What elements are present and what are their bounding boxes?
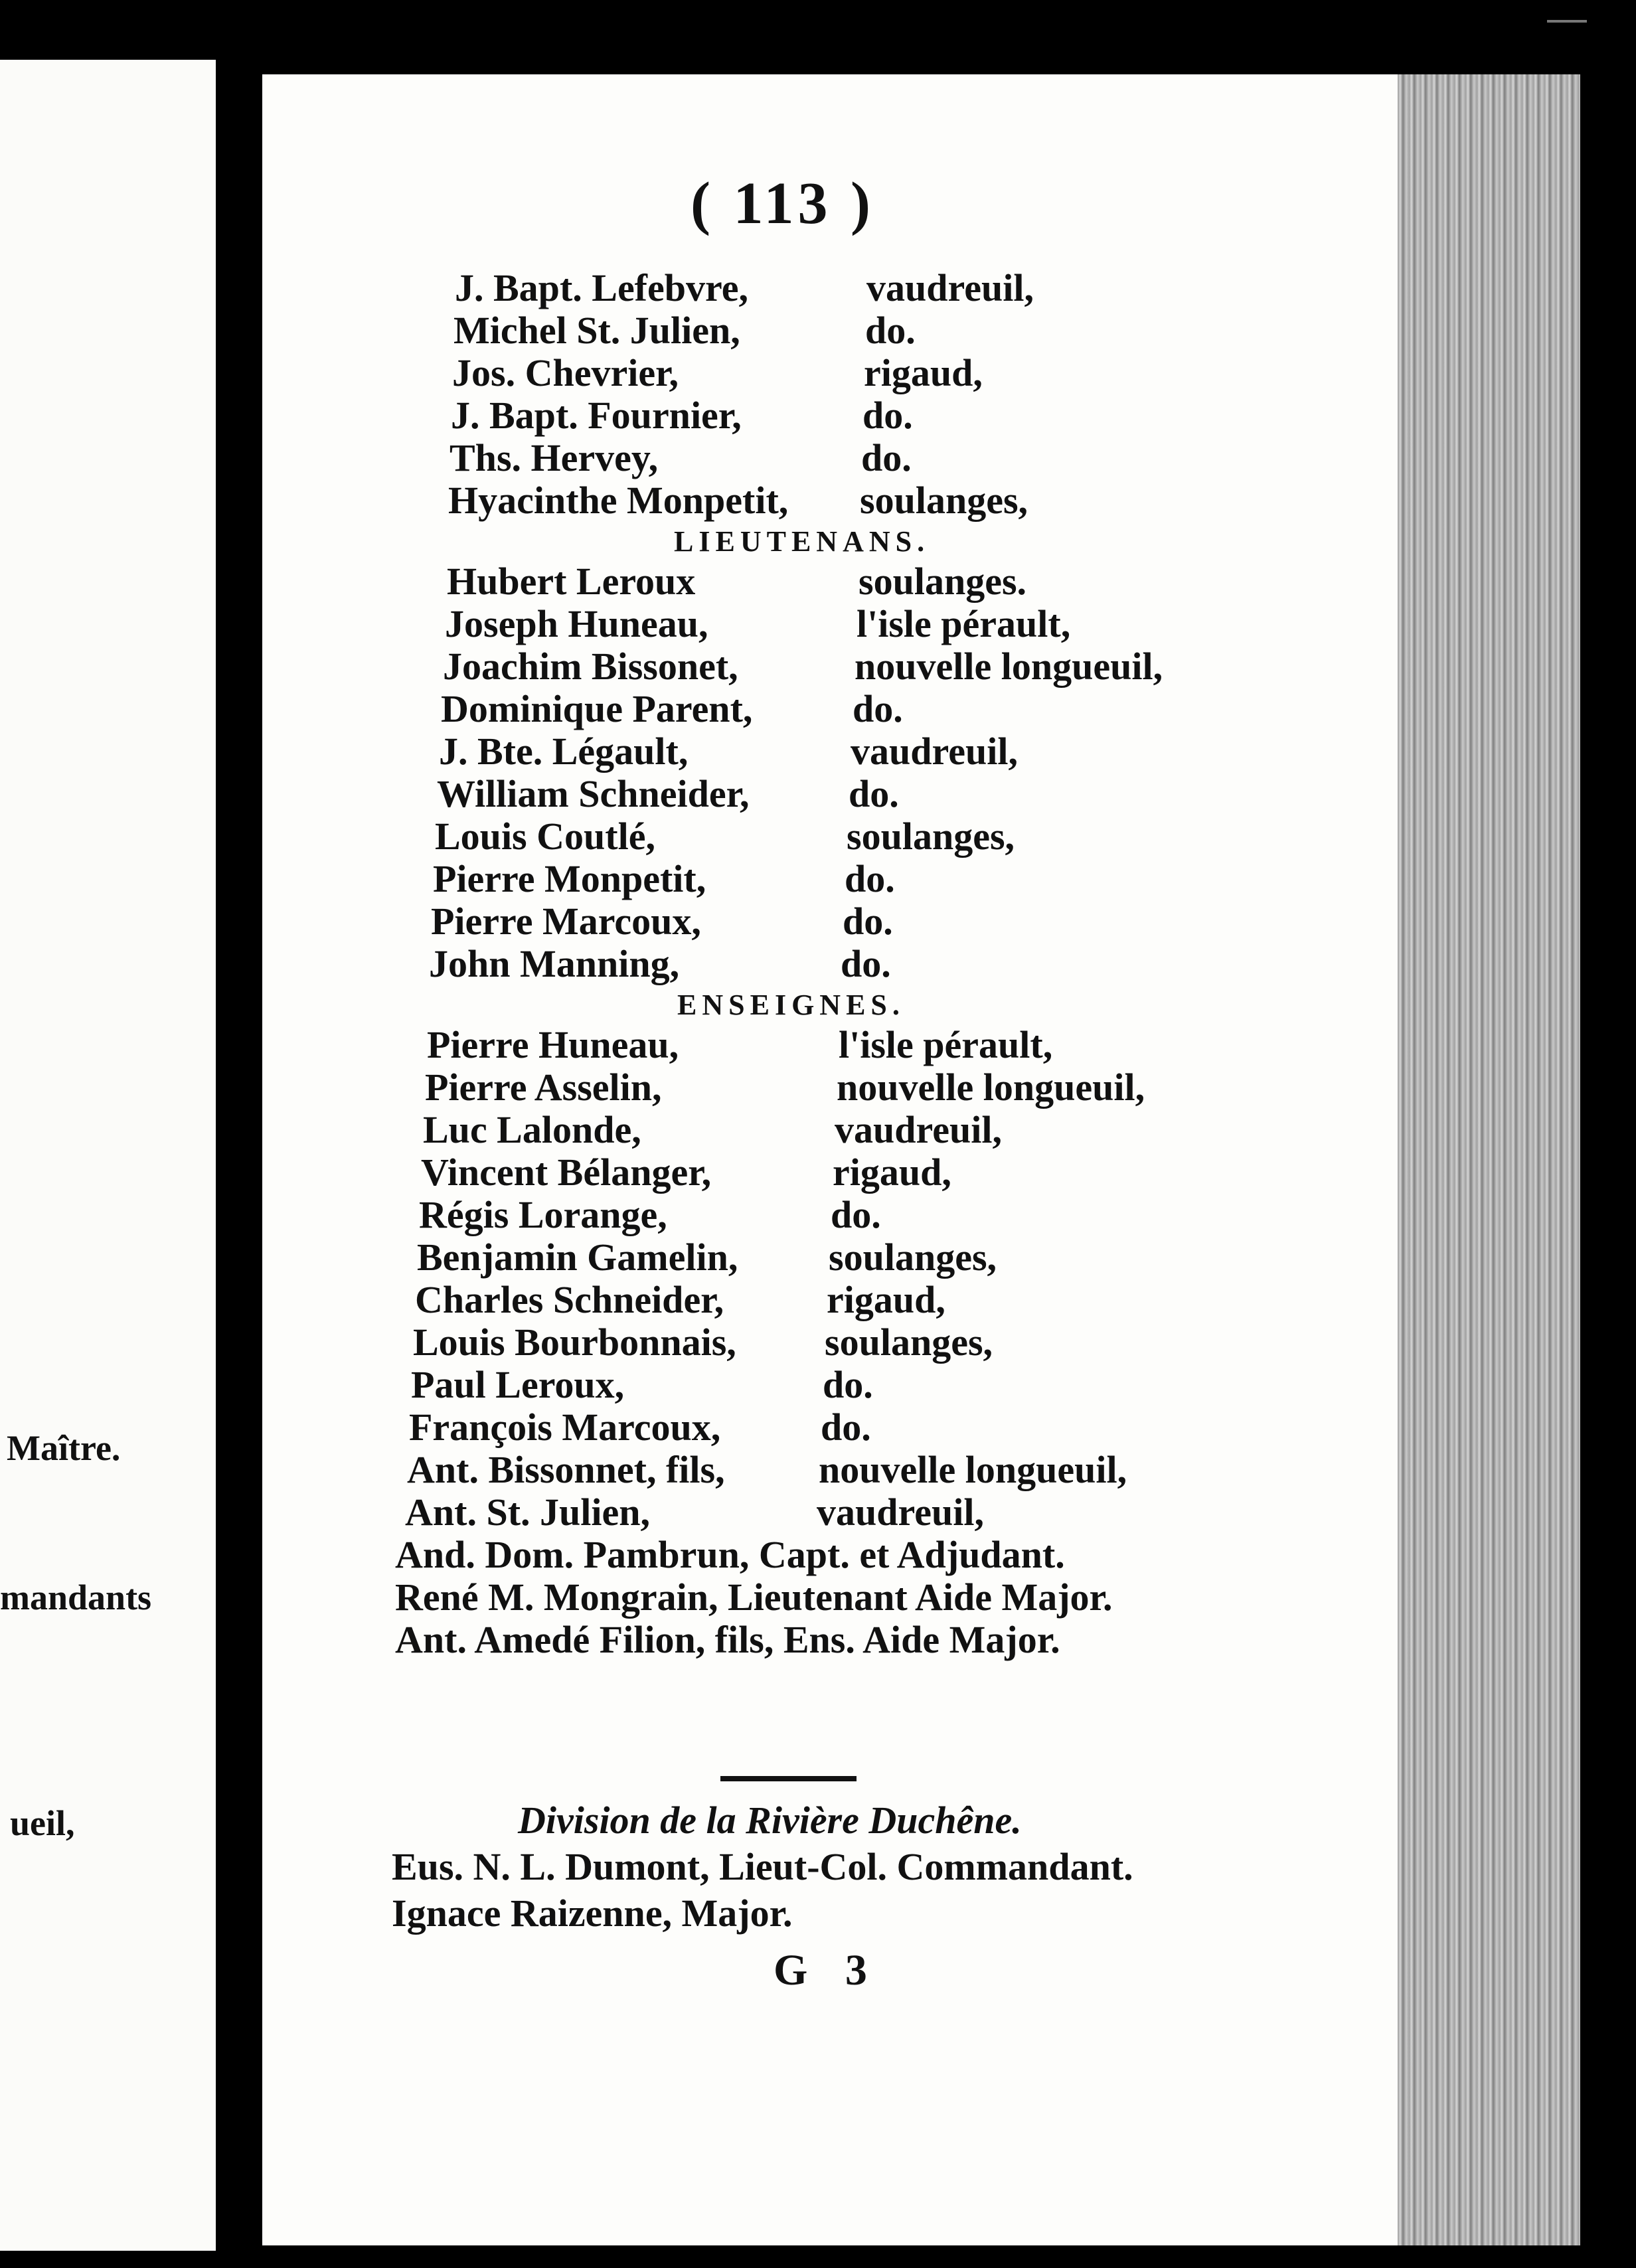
roster-place: vaudreuil, bbox=[835, 1108, 1002, 1151]
roster-name: J. Bte. Légault, bbox=[439, 730, 689, 773]
roster-name: Luc Lalonde, bbox=[423, 1108, 641, 1151]
roster-name: Ant. St. Julien, bbox=[405, 1491, 651, 1534]
roster-place: do. bbox=[845, 857, 895, 900]
roster-name: John Manning, bbox=[429, 942, 680, 985]
left-page bbox=[0, 60, 216, 2251]
roster-name: Pierre Asselin, bbox=[425, 1066, 662, 1109]
roster-name: William Schneider, bbox=[437, 772, 750, 815]
roster-place: do. bbox=[841, 942, 891, 985]
section-heading-lieutenans: LIEUTENANS. bbox=[674, 525, 930, 558]
left-page-fragment: mandants bbox=[0, 1578, 152, 1617]
roster-name: François Marcoux, bbox=[409, 1406, 721, 1449]
roster-name: Ant. Bissonnet, fils, bbox=[407, 1448, 725, 1491]
corner-mark bbox=[1547, 20, 1587, 23]
division-line: Eus. N. L. Dumont, Lieut-Col. Commandant. bbox=[392, 1845, 1133, 1888]
roster-name: Pierre Huneau, bbox=[427, 1023, 679, 1066]
roster-name: Hubert Leroux bbox=[447, 560, 696, 603]
roster-place: do. bbox=[831, 1193, 881, 1236]
page-number-header: ( 113 ) bbox=[691, 171, 874, 236]
roster-place: do. bbox=[853, 687, 903, 730]
left-page-fragment: Maître. bbox=[7, 1428, 121, 1468]
division-title: Division de la Rivière Duchêne. bbox=[518, 1799, 1022, 1842]
roster-place: vaudreuil, bbox=[851, 730, 1018, 773]
roster-place: soulanges, bbox=[829, 1236, 997, 1279]
roster-place: l'isle pérault, bbox=[857, 602, 1071, 645]
staff-line: René M. Mongrain, Lieutenant Aide Major. bbox=[395, 1576, 1113, 1619]
roster-name: Benjamin Gamelin, bbox=[417, 1236, 738, 1279]
roster-place: do. bbox=[862, 394, 913, 437]
roster-place: soulanges, bbox=[825, 1321, 993, 1364]
roster-name: Hyacinthe Monpetit, bbox=[448, 479, 789, 522]
roster-place: nouvelle longueuil, bbox=[855, 645, 1163, 688]
roster-name: Régis Lorange, bbox=[419, 1193, 667, 1236]
roster-place: soulanges, bbox=[860, 479, 1028, 522]
roster-place: nouvelle longueuil, bbox=[819, 1448, 1127, 1491]
roster-place: do. bbox=[823, 1363, 873, 1406]
roster-place: vaudreuil, bbox=[817, 1491, 984, 1534]
roster-place: rigaud, bbox=[827, 1278, 945, 1321]
roster-place: l'isle pérault, bbox=[839, 1023, 1053, 1066]
roster-place: do. bbox=[849, 772, 899, 815]
roster-name: Michel St. Julien, bbox=[453, 309, 740, 352]
roster-name: Vincent Bélanger, bbox=[421, 1151, 712, 1194]
left-page-fragment: ueil, bbox=[10, 1803, 75, 1843]
roster-place: do. bbox=[821, 1406, 871, 1449]
roster-name: J. Bapt. Lefebvre, bbox=[455, 266, 748, 309]
roster-place: rigaud, bbox=[833, 1151, 951, 1194]
division-line: Ignace Raizenne, Major. bbox=[392, 1892, 793, 1935]
roster-place: do. bbox=[843, 900, 893, 943]
roster-place: vaudreuil, bbox=[866, 266, 1034, 309]
roster-name: Charles Schneider, bbox=[415, 1278, 724, 1321]
roster-name: Pierre Monpetit, bbox=[433, 857, 706, 900]
roster-name: Ths. Hervey, bbox=[450, 436, 659, 479]
roster-place: nouvelle longueuil, bbox=[837, 1066, 1145, 1109]
roster-name: Joseph Huneau, bbox=[445, 602, 708, 645]
roster-name: Pierre Marcoux, bbox=[431, 900, 701, 943]
roster-name: Louis Bourbonnais, bbox=[413, 1321, 736, 1364]
roster-name: J. Bapt. Fournier, bbox=[451, 394, 742, 437]
roster-name: Jos. Chevrier, bbox=[452, 351, 679, 394]
section-rule bbox=[720, 1776, 857, 1781]
section-heading-ensignes: ENSEIGNES. bbox=[677, 989, 905, 1021]
signature-mark: G 3 bbox=[774, 1946, 880, 1994]
staff-line: And. Dom. Pambrun, Capt. et Adjudant. bbox=[395, 1533, 1065, 1576]
roster-place: do. bbox=[865, 309, 916, 352]
roster-place: do. bbox=[861, 436, 912, 479]
staff-line: Ant. Amedé Filion, fils, Ens. Aide Major. bbox=[395, 1618, 1060, 1661]
roster-name: Dominique Parent, bbox=[441, 687, 753, 730]
roster-name: Joachim Bissonet, bbox=[443, 645, 738, 688]
page-edges bbox=[1398, 74, 1580, 2245]
roster-name: Paul Leroux, bbox=[411, 1363, 625, 1406]
roster-place: soulanges, bbox=[847, 815, 1015, 858]
roster-place: soulanges. bbox=[859, 560, 1027, 603]
roster-place: rigaud, bbox=[864, 351, 983, 394]
roster-name: Louis Coutlé, bbox=[435, 815, 655, 858]
